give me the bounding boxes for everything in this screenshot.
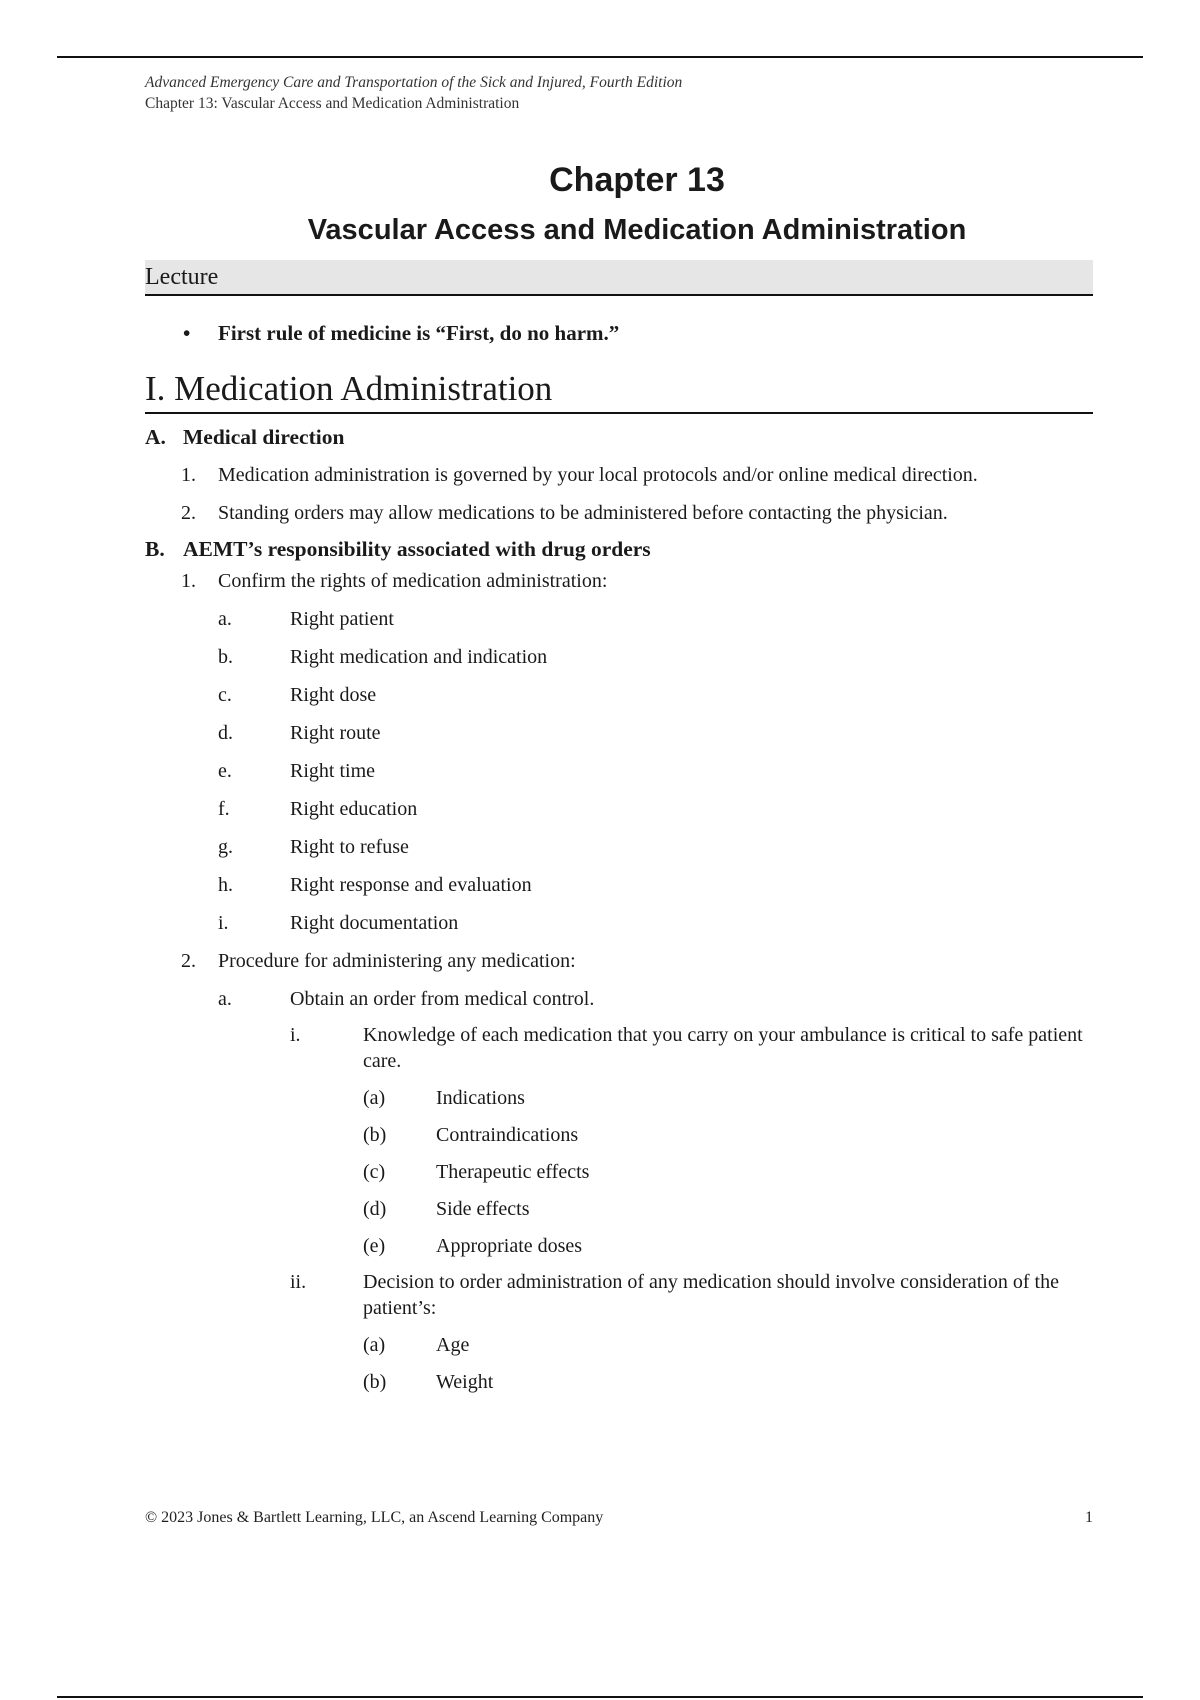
outline-marker: (a) <box>363 1334 386 1356</box>
top-rule <box>57 56 1143 58</box>
list-item-text: Medication administration is governed by your local protocols and/or online medical direction. <box>218 464 978 486</box>
list-item-text: Standing orders may allow medications to be administered before contacting the physician. <box>218 502 948 524</box>
outline-marker: ii. <box>290 1271 307 1293</box>
rights-item <box>145 834 1093 860</box>
detail-item <box>145 1085 1093 1111</box>
rights-item <box>145 796 1093 822</box>
sub-point-text: Knowledge of each medication that you carry on your ambulance is critical to safe patient care. <box>363 1024 1083 1072</box>
rights-item <box>145 872 1093 898</box>
detail-item-text: Indications <box>436 1087 525 1109</box>
rights-item-text: Right documentation <box>290 912 459 934</box>
bottom-rule <box>57 1696 1143 1698</box>
outline-marker: i. <box>290 1024 301 1046</box>
outline-marker: (c) <box>363 1161 386 1183</box>
subsection-heading <box>145 424 1093 450</box>
running-header <box>145 72 1093 114</box>
outline-marker: 1. <box>181 570 196 592</box>
outline-marker: A. <box>145 425 166 449</box>
list-item <box>145 500 1093 526</box>
chapter-line: Chapter 13: Vascular Access and Medication Administration <box>145 95 520 112</box>
detail-item-text: Side effects <box>436 1198 530 1220</box>
outline-marker: 2. <box>181 502 196 524</box>
rights-item-text: Right route <box>290 722 381 744</box>
procedure-step <box>145 986 1093 1012</box>
book-title: Advanced Emergency Care and Transportation of the Sick and Injured, Fourth Edition <box>145 74 683 91</box>
outline-marker: 2. <box>181 950 196 972</box>
outline-marker: b. <box>218 646 233 668</box>
outline-marker: (d) <box>363 1198 387 1220</box>
sub-point <box>145 1269 1093 1321</box>
detail-item <box>145 1233 1093 1259</box>
rights-item <box>145 758 1093 784</box>
rights-item <box>145 910 1093 936</box>
rights-item-text: Right dose <box>290 684 377 706</box>
detail-item-text: Age <box>436 1334 470 1356</box>
lecture-label: Lecture <box>145 260 1093 296</box>
detail-item-text: Therapeutic effects <box>436 1161 590 1183</box>
detail-item <box>145 1122 1093 1148</box>
chapter-number: Chapter 13 <box>549 161 725 199</box>
detail-item <box>145 1369 1093 1395</box>
sub-point-text: Decision to order administration of any medication should involve consideration of the patient’s: <box>363 1271 1059 1319</box>
outline-marker: f. <box>218 798 230 820</box>
detail-item-text: Contraindications <box>436 1124 579 1146</box>
rights-item <box>145 720 1093 746</box>
rights-item <box>145 606 1093 632</box>
outline-marker: 1. <box>181 464 196 486</box>
chapter-title: Vascular Access and Medication Administration <box>307 214 967 246</box>
list-item <box>145 568 1093 594</box>
outline-marker: i. <box>218 912 229 934</box>
outline-marker: (a) <box>363 1087 386 1109</box>
detail-item <box>145 1196 1093 1222</box>
outline-marker: h. <box>218 874 233 896</box>
outline-marker: d. <box>218 722 233 744</box>
outline-marker: g. <box>218 836 233 858</box>
rights-item <box>145 682 1093 708</box>
rights-item-text: Right to refuse <box>290 836 409 858</box>
detail-item-text: Appropriate doses <box>436 1235 583 1257</box>
detail-item-text: Weight <box>436 1371 494 1393</box>
intro-bullet <box>145 318 1093 348</box>
section-heading: I. Medication Administration <box>145 368 1093 414</box>
outline-marker: (e) <box>363 1235 386 1257</box>
subsection-title: Medical direction <box>183 425 345 449</box>
subsection-heading <box>145 536 1093 562</box>
list-item-text: Procedure for administering any medication: <box>218 950 576 972</box>
rights-item-text: Right education <box>290 798 418 820</box>
list-item-text: Confirm the rights of medication administration: <box>218 570 608 592</box>
outline-marker: c. <box>218 684 232 706</box>
rights-item-text: Right patient <box>290 608 394 630</box>
outline-marker: B. <box>145 537 165 561</box>
list-item <box>145 462 1093 488</box>
outline-marker: a. <box>218 988 232 1010</box>
page-number: 1 <box>1085 1509 1093 1526</box>
procedure-step-text: Obtain an order from medical control. <box>290 988 595 1010</box>
detail-item <box>145 1332 1093 1358</box>
page-footer <box>145 1507 1093 1529</box>
rights-item-text: Right medication and indication <box>290 646 548 668</box>
detail-item <box>145 1159 1093 1185</box>
outline-marker: (b) <box>363 1371 387 1393</box>
outline-marker: a. <box>218 608 232 630</box>
rights-item-text: Right time <box>290 760 375 782</box>
copyright-text: © 2023 Jones & Bartlett Learning, LLC, an Ascend Learning Company <box>145 1509 604 1526</box>
outline-marker: e. <box>218 760 232 782</box>
document-page <box>145 72 1093 1395</box>
list-item <box>145 948 1093 974</box>
subsection-title: AEMT’s responsibility associated with drug orders <box>183 537 651 561</box>
rights-item-text: Right response and evaluation <box>290 874 532 896</box>
intro-bullet-text: First rule of medicine is “First, do no harm.” <box>218 321 620 345</box>
bullet-icon: • <box>183 321 191 345</box>
sub-point <box>145 1022 1093 1074</box>
outline-marker: (b) <box>363 1124 387 1146</box>
rights-item <box>145 644 1093 670</box>
